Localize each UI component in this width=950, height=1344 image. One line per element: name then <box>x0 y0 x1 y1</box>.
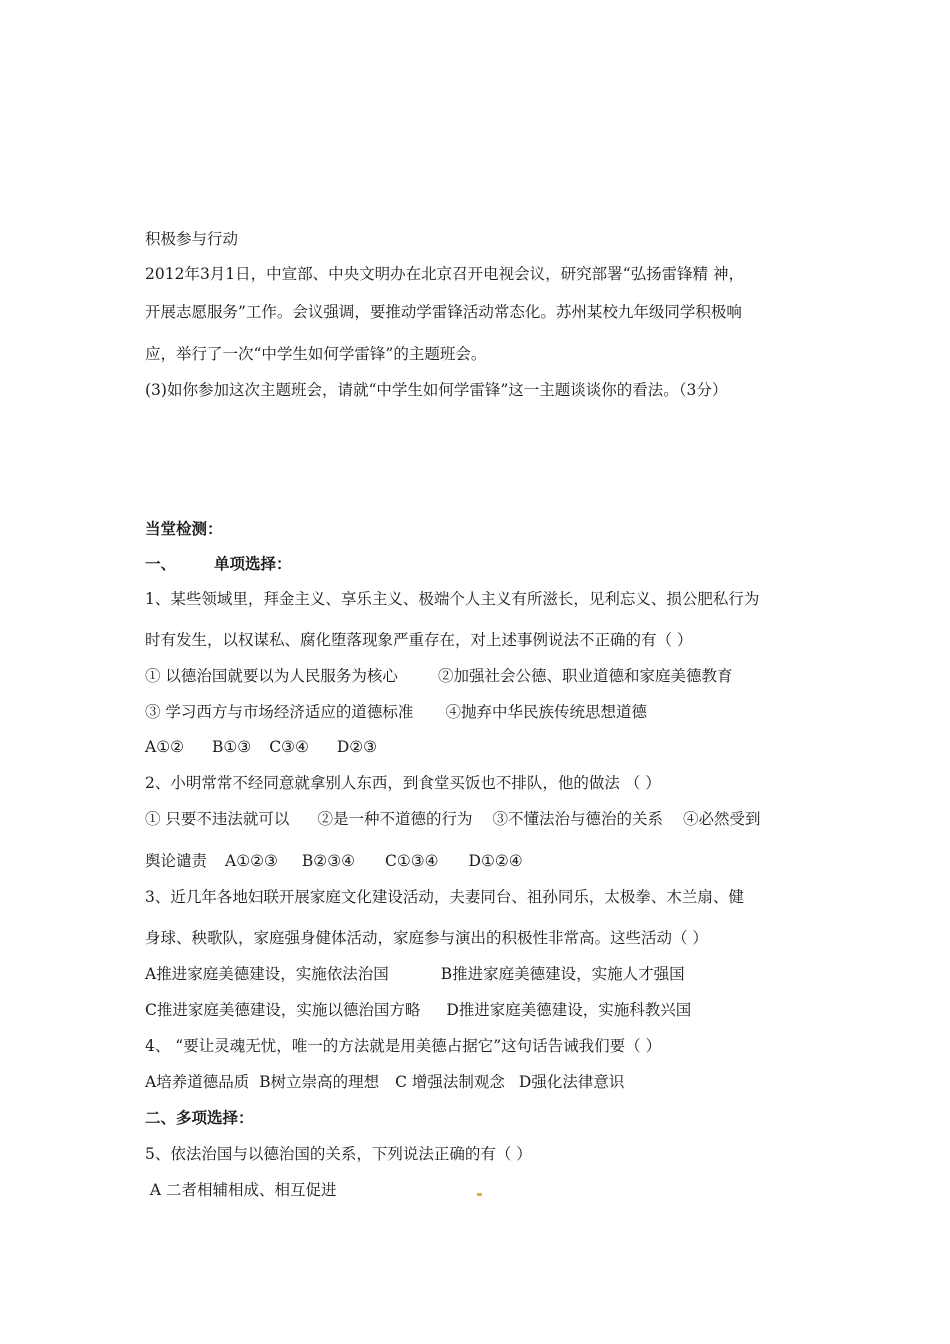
q3-options-row <box>145 1000 691 1020</box>
part1-title: 单项选择： <box>214 555 292 573</box>
q4-stem-line: 4、 “要让灵魂无忧，唯一的方法就是用美德占据它”这句话告诫我们要（ ） <box>145 1037 662 1055</box>
answer-choice: C③④ <box>269 738 309 756</box>
quiz-heading: 当堂检测： <box>145 520 223 538</box>
q3-options-row <box>145 964 685 984</box>
answer-choice: A①② <box>145 738 184 756</box>
scan-mark <box>477 1193 482 1196</box>
q1-option: ④抛弃中华民族传统思想道德 <box>445 703 647 721</box>
q2-options-row <box>145 809 760 829</box>
q4-option: D强化法律意识 <box>518 1073 625 1091</box>
q1-option: ① 以德治国就要以为人民服务为核心 <box>145 667 398 685</box>
answer-choice: C①③④ <box>384 852 439 870</box>
part2-heading: 二、多项选择： <box>145 1109 254 1127</box>
q3-stem-line: 身球、秧歌队，家庭强身健体活动，家庭参与演出的积极性非常高。这些活动（ ） <box>145 929 708 947</box>
q2-option: ②是一种不道德的行为 <box>317 810 473 828</box>
paragraph-line: 应，举行了一次“中学生如何学雷锋”的主题班会。 <box>145 345 487 363</box>
answer-choice: B②③④ <box>301 852 355 870</box>
q2-option-cont: 舆论谴责 <box>145 852 208 870</box>
q1-option: ②加强社会公德、职业道德和家庭美德教育 <box>437 667 733 685</box>
q3-option: D推进家庭美德建设，实施科教兴国 <box>446 1001 692 1019</box>
answer-choice: D①②④ <box>468 852 523 870</box>
q4-options-row <box>145 1072 624 1092</box>
answer-choice: B①③ <box>212 738 252 756</box>
q1-option: ③ 学习西方与市场经济适应的道德标准 <box>145 703 414 721</box>
q2-option: ④必然受到 <box>682 810 761 828</box>
q1-options-row <box>145 702 647 722</box>
q5-stem-line: 5、依法治国与以德治国的关系，下列说法正确的有（ ） <box>145 1145 532 1163</box>
q1-options-row <box>145 666 732 686</box>
q4-option: B树立崇高的理想 <box>259 1073 380 1091</box>
q3-option: B推进家庭美德建设，实施人才强国 <box>440 965 685 983</box>
paragraph-line: 开展志愿服务”工作。会议强调，要推动学雷锋活动常态化。苏州某校九年级同学积极响 <box>145 303 742 321</box>
part1-number: 一、 <box>145 555 177 573</box>
q2-option: ③不懂法治与德治的关系 <box>492 810 663 828</box>
part1-heading <box>145 554 292 574</box>
q2-option: ① 只要不违法就可以 <box>145 810 290 828</box>
q5-option: A 二者相辅相成、相互促进 <box>145 1181 337 1199</box>
q2-answers-row <box>145 851 523 871</box>
answer-choice: D②③ <box>336 738 378 756</box>
q3-option: C推进家庭美德建设，实施以德治国方略 <box>145 1001 421 1019</box>
q1-stem-line: 1、某些领域里，拜金主义、享乐主义、极端个人主义有所滋长，见利忘义、损公肥私行为 <box>145 590 760 608</box>
q1-stem-line: 时有发生，以权谋私、腐化堕落现象严重存在，对上述事例说法不正确的有（ ） <box>145 631 693 649</box>
q4-option: A培养道德品质 <box>145 1073 250 1091</box>
q3-stem-line: 3、近几年各地妇联开展家庭文化建设活动，夫妻同台、祖孙同乐，太极拳、木兰扇、健 <box>145 888 744 906</box>
q2-stem-line: 2、小明常常不经同意就拿别人东西，到食堂买饭也不排队，他的做法 （ ） <box>145 774 661 792</box>
q4-option: C 增强法制观念 <box>395 1073 505 1091</box>
paragraph-line: 2012年3月1日，中宣部、中央文明办在北京召开电视会议，研究部署“弘扬雷锋精 神， <box>145 265 745 283</box>
q1-answers-row <box>145 737 377 757</box>
answer-choice: A①②③ <box>225 852 278 870</box>
q3-option: A推进家庭美德建设，实施依法治国 <box>145 965 389 983</box>
question-3: (3)如你参加这次主题班会，请就“中学生如何学雷锋”这一主题谈谈你的看法。（3分） <box>145 381 728 399</box>
section-title: 积极参与行动 <box>145 230 239 248</box>
